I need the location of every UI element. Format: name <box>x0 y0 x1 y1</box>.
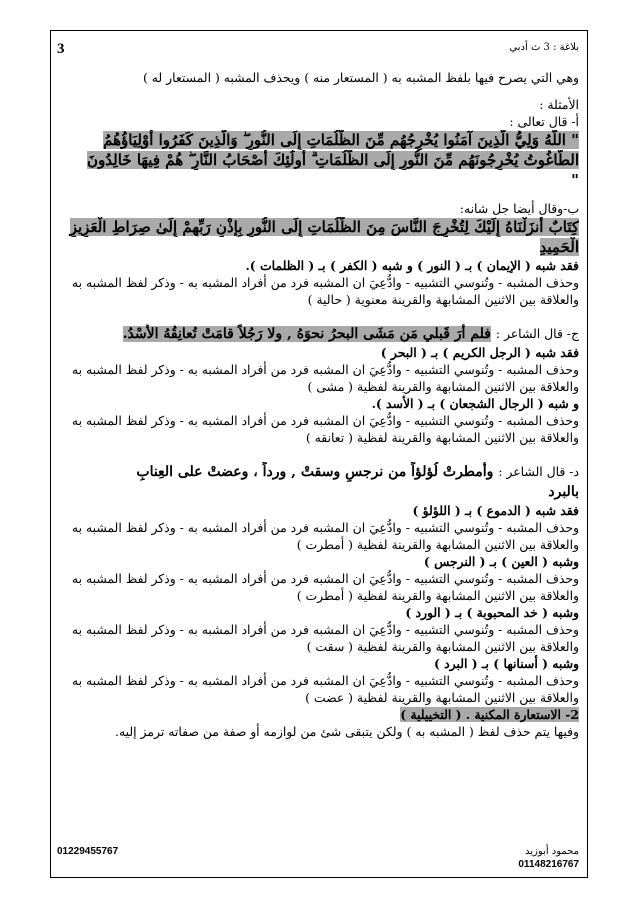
author-name: محمود أبوزيد <box>525 846 579 857</box>
example-d-label: د- قال الشاعر : <box>498 464 579 479</box>
page-number: 3 <box>57 41 65 57</box>
example-c-label: ج- قال الشاعر : <box>495 326 579 341</box>
relation-line: والعلاقة بين الاثنين المشابهة والقرينة معنوية ( حالية ) <box>307 292 579 307</box>
explanation-line: وحذف المشبه - وتُنوسي التشبيه - وادُّعِيَ ان المشبه فرد من أفراد المشبه به - وذكر لفظ المشبه به <box>71 275 579 290</box>
verse-a-line-3: " <box>571 171 579 189</box>
verse-b-line-1: كِتَابٌ أَنزَلْنَاهُ إِلَيْكَ لِتُخْرِجَ النَّاسَ مِنَ الظُّلُمَاتِ إِلَى النُّورِ بِإِذْنِ رَبِّهِمْ إِلَىٰ صِرَاطِ الْعَزِيزِ <box>69 218 579 236</box>
poem-d-line <box>57 462 579 482</box>
poem-c-verse: فلم أرَ قَبلي مَن مَشَى البحرُ نحوَهُ , ولا رَجُلاً قامَتْ تُعانِقُهُ الأُسْدُ. <box>122 326 491 342</box>
relation-line: والعلاقة بين الاثنين المشابهة والقرينة لفظية ( مشى ) <box>307 379 579 394</box>
analysis-line: وشبه ( خد المحبوبة ) بـ ( الورد ) <box>405 605 579 620</box>
relation-line: والعلاقة بين الاثنين المشابهة والقرينة لفظية ( أمطرت ) <box>296 537 579 552</box>
phone-right: 01148216767 <box>518 859 579 870</box>
definition-line: وهي التي يصرح فيها بلفظ المشبه به ( المستعار منه ) ويحذف المشبه ( المستعار له ) <box>142 70 579 85</box>
document-page <box>50 30 588 878</box>
header-title: بلاغة : 3 ث أدبي <box>509 42 579 53</box>
verse-b-line-2: الْحَمِيدِ <box>539 238 579 256</box>
analysis-line: وشبه ( العين ) بـ ( النرجس ) <box>423 554 579 569</box>
explanation-line: وحذف المشبه - وتُنوسي التشبيه - وادُّعِيَ ان المشبه فرد من أفراد المشبه به - وذكر لفظ المشبه به <box>71 520 579 535</box>
section-heading: 2- الاستعارة المكنية . ( التخييلية ) <box>400 707 579 722</box>
explanation-line: وحذف المشبه - وتُنوسي التشبيه - وادُّعِيَ ان المشبه فرد من أفراد المشبه به - وذكر لفظ المشبه به <box>71 362 579 377</box>
example-a-label: أ- قال تعالى : <box>509 114 579 129</box>
relation-line: والعلاقة بين الاثنين المشابهة والقرينة لفظية ( سقت ) <box>306 639 579 654</box>
verse-a-line-2: الطَّاغُوتُ يُخْرِجُونَهُم مِّنَ النُّورِ إِلَى الظُّلُمَاتِ ۗ أُولَٰئِكَ أَصْحَابُ النَّارِ ۖ هُمْ فِيهَا خَالِدُونَ <box>87 151 579 169</box>
explanation-line: وحذف المشبه - وتُنوسي التشبيه - وادُّعِيَ ان المشبه فرد من أفراد المشبه به - وذكر لفظ المشبه به <box>71 571 579 586</box>
phone-left: 01229455767 <box>57 846 119 857</box>
explanation-line: وحذف المشبه - وتُنوسي التشبيه - وادُّعِيَ ان المشبه فرد من أفراد المشبه به - وذكر لفظ المشبه به <box>71 622 579 637</box>
analysis-line: و شبه ( الرجال الشجعان ) بـ ( الأسد ). <box>371 396 579 411</box>
document-body <box>57 69 579 740</box>
poem-d-verse: وأمطرتْ لُؤلؤاً من نرجسٍ وسقتْ , ورداً ، وعضتْ على العِنابِ <box>136 464 494 480</box>
verse-a-line-1: " اللَّهُ وَلِيُّ الَّذِينَ آمَنُوا يُخْرِجُهُم مِّنَ الظُّلُمَاتِ إِلَى النُّورِ ۖ وَالَّذِينَ كَفَرُوا أَوْلِيَاؤُهُمُ <box>103 131 579 149</box>
analysis-line: فقد شبه ( الإيمان ) بـ ( النور ) و شبه ( الكفر ) بـ ( الظلمات ). <box>245 258 579 273</box>
analysis-line: فقد شبه ( الدموع ) بـ ( اللؤلؤ ) <box>412 503 579 518</box>
poem-d-line-2: بالبرد <box>548 484 579 500</box>
relation-line: والعلاقة بين الاثنين المشابهة والقرينة لفظية ( تعانقه ) <box>305 430 579 445</box>
author-block <box>518 845 579 871</box>
examples-heading: الأمثلة : <box>539 97 579 112</box>
section-definition: وفيها يتم حذف لفظ ( المشبه به ) ولكن يتبقى شئ من لوازمه أو صفة من صفاته ترمز إليه. <box>115 724 579 739</box>
analysis-line: فقد شبه ( الرجل الكريم ) بـ ( البحر ) <box>380 345 579 360</box>
page-footer <box>57 841 579 871</box>
analysis-line: وشبه ( أسنانها ) بـ ( البرد ) <box>433 656 579 671</box>
relation-line: والعلاقة بين الاثنين المشابهة والقرينة لفظية ( عضت ) <box>305 690 579 705</box>
page-header <box>57 41 579 57</box>
explanation-line: وحذف المشبه - وتُنوسي التشبيه - وادُّعِيَ ان المشبه فرد من أفراد المشبه به - وذكر لفظ المشبه به <box>71 413 579 428</box>
poem-c-line <box>57 324 579 344</box>
explanation-line: وحذف المشبه - وتُنوسي التشبيه - وادُّعِيَ ان المشبه فرد من أفراد المشبه به - وذكر لفظ المشبه به <box>71 673 579 688</box>
example-b-label: ب-وقال أيضا جل شانه: <box>459 201 579 216</box>
relation-line: والعلاقة بين الاثنين المشابهة والقرينة لفظية ( أمطرت ) <box>296 588 579 603</box>
